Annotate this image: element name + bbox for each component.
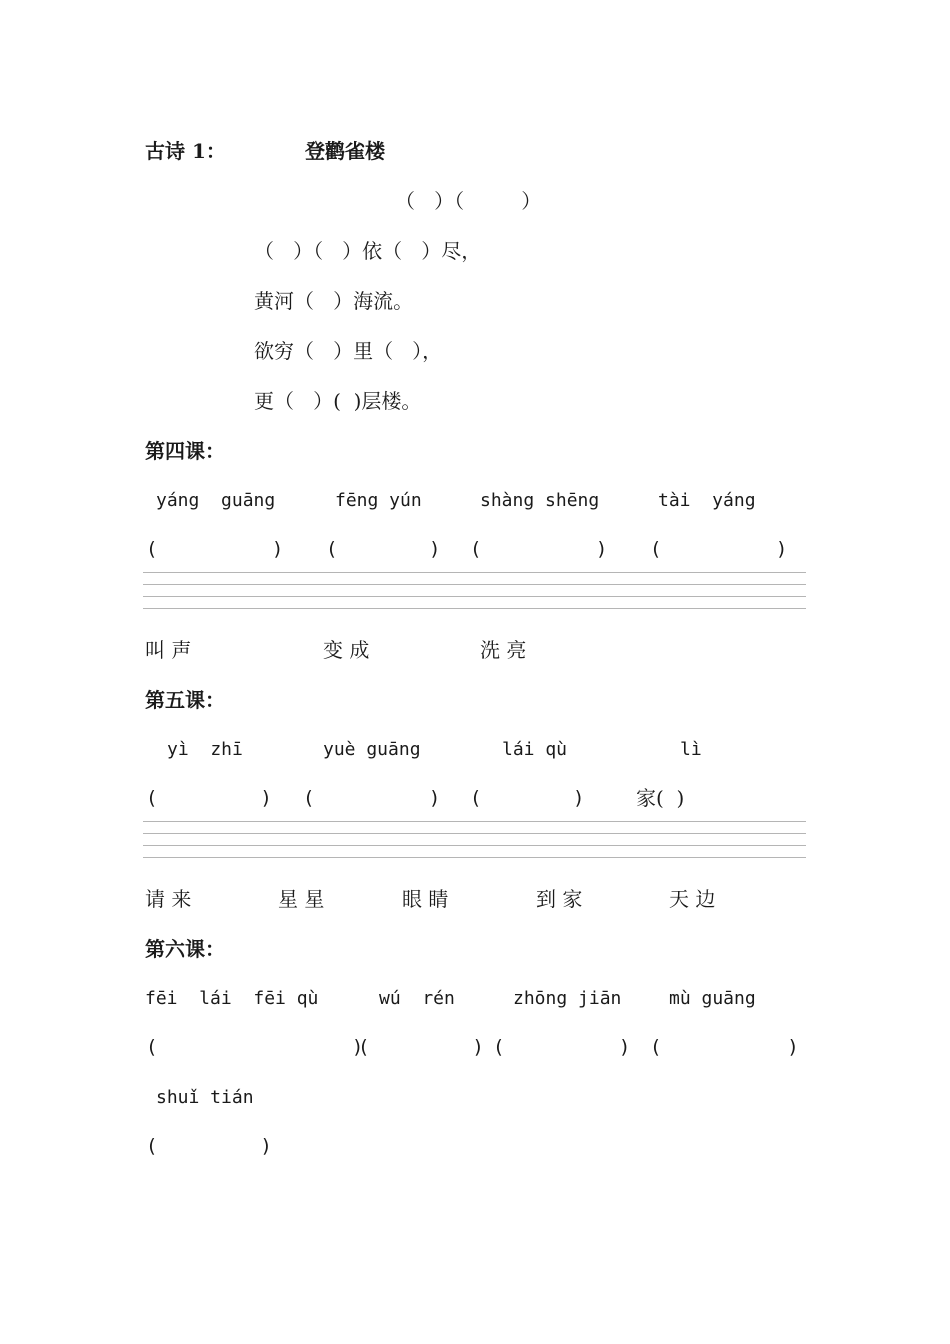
lesson6-pinyin-3: zhōng jiān <box>513 988 622 1009</box>
lesson6-pinyin-5: shuǐ tián <box>156 1087 254 1108</box>
poem-title: 登鹳雀楼 <box>305 139 385 163</box>
lesson6-heading: 第六课： <box>145 937 225 961</box>
lesson6-pinyin-1: fēi lái fēi qù <box>145 988 319 1009</box>
lesson5-word-4: 到 家 <box>536 887 583 911</box>
lesson5-pinyin-2: yuè guāng <box>323 739 421 760</box>
writing-line <box>143 821 806 822</box>
lesson5-word-1: 请 来 <box>145 887 192 911</box>
lesson5-heading: 第五课： <box>145 688 225 712</box>
lesson5-word-5: 天 边 <box>669 887 716 911</box>
lesson4-answer-4[interactable]: ( ) <box>650 538 788 560</box>
lesson5-pinyin-3: lái qù <box>502 739 568 760</box>
lesson6-pinyin-4: mù guāng <box>669 988 756 1009</box>
lesson4-answer-1[interactable]: ( ) <box>146 538 284 560</box>
writing-line <box>143 845 806 846</box>
lesson6-answer-1[interactable]: ( ) <box>146 1036 364 1058</box>
writing-line <box>143 857 806 858</box>
lesson4-word-3: 洗 亮 <box>480 638 527 662</box>
poem-header: 古诗 1： <box>145 139 226 163</box>
poem-line-3: 欲穷（ ）里（ ）， <box>254 339 443 363</box>
lesson4-pinyin-4: tài yáng <box>658 490 756 511</box>
lesson5-answer-4[interactable]: 家( ) <box>636 786 685 810</box>
poem-line-1: （ ）（ ）依（ ）尽， <box>254 239 482 263</box>
lesson5-word-2: 星 星 <box>278 887 325 911</box>
lesson6-answer-5[interactable]: ( ) <box>146 1135 272 1157</box>
lesson4-answer-3[interactable]: ( ) <box>470 538 608 560</box>
lesson6-pinyin-2: wú rén <box>379 988 455 1009</box>
lesson4-pinyin-3: shàng shēng <box>480 490 600 511</box>
lesson5-pinyin-1: yì zhī <box>167 739 243 760</box>
lesson5-pinyin-4: lì <box>680 739 702 760</box>
writing-line <box>143 833 806 834</box>
poem-line-4: 更（ ）( )层楼。 <box>254 389 422 413</box>
lesson5-answer-1[interactable]: ( ) <box>146 787 272 809</box>
lesson4-heading: 第四课： <box>145 439 225 463</box>
lesson6-answer-2[interactable]: ( ) <box>358 1036 484 1058</box>
writing-line <box>143 572 806 573</box>
lesson4-word-2: 变 成 <box>323 638 370 662</box>
writing-line <box>143 596 806 597</box>
lesson6-answer-3[interactable]: ( ) <box>493 1036 631 1058</box>
lesson4-answer-2[interactable]: ( ) <box>326 538 441 560</box>
lesson4-pinyin-1: yáng guāng <box>156 490 276 511</box>
writing-line <box>143 584 806 585</box>
lesson5-answer-2[interactable]: ( ) <box>303 787 441 809</box>
lesson4-word-1: 叫 声 <box>145 638 192 662</box>
poem-author-blank: （ ）（ ） <box>395 189 542 213</box>
lesson5-answer-3[interactable]: ( ) <box>470 787 585 809</box>
lesson6-answer-4[interactable]: ( ) <box>650 1036 799 1058</box>
poem-line-2: 黄河（ ）海流。 <box>254 289 414 313</box>
lesson5-word-3: 眼 睛 <box>402 887 449 911</box>
lesson4-pinyin-2: fēng yún <box>335 490 422 511</box>
writing-line <box>143 608 806 609</box>
